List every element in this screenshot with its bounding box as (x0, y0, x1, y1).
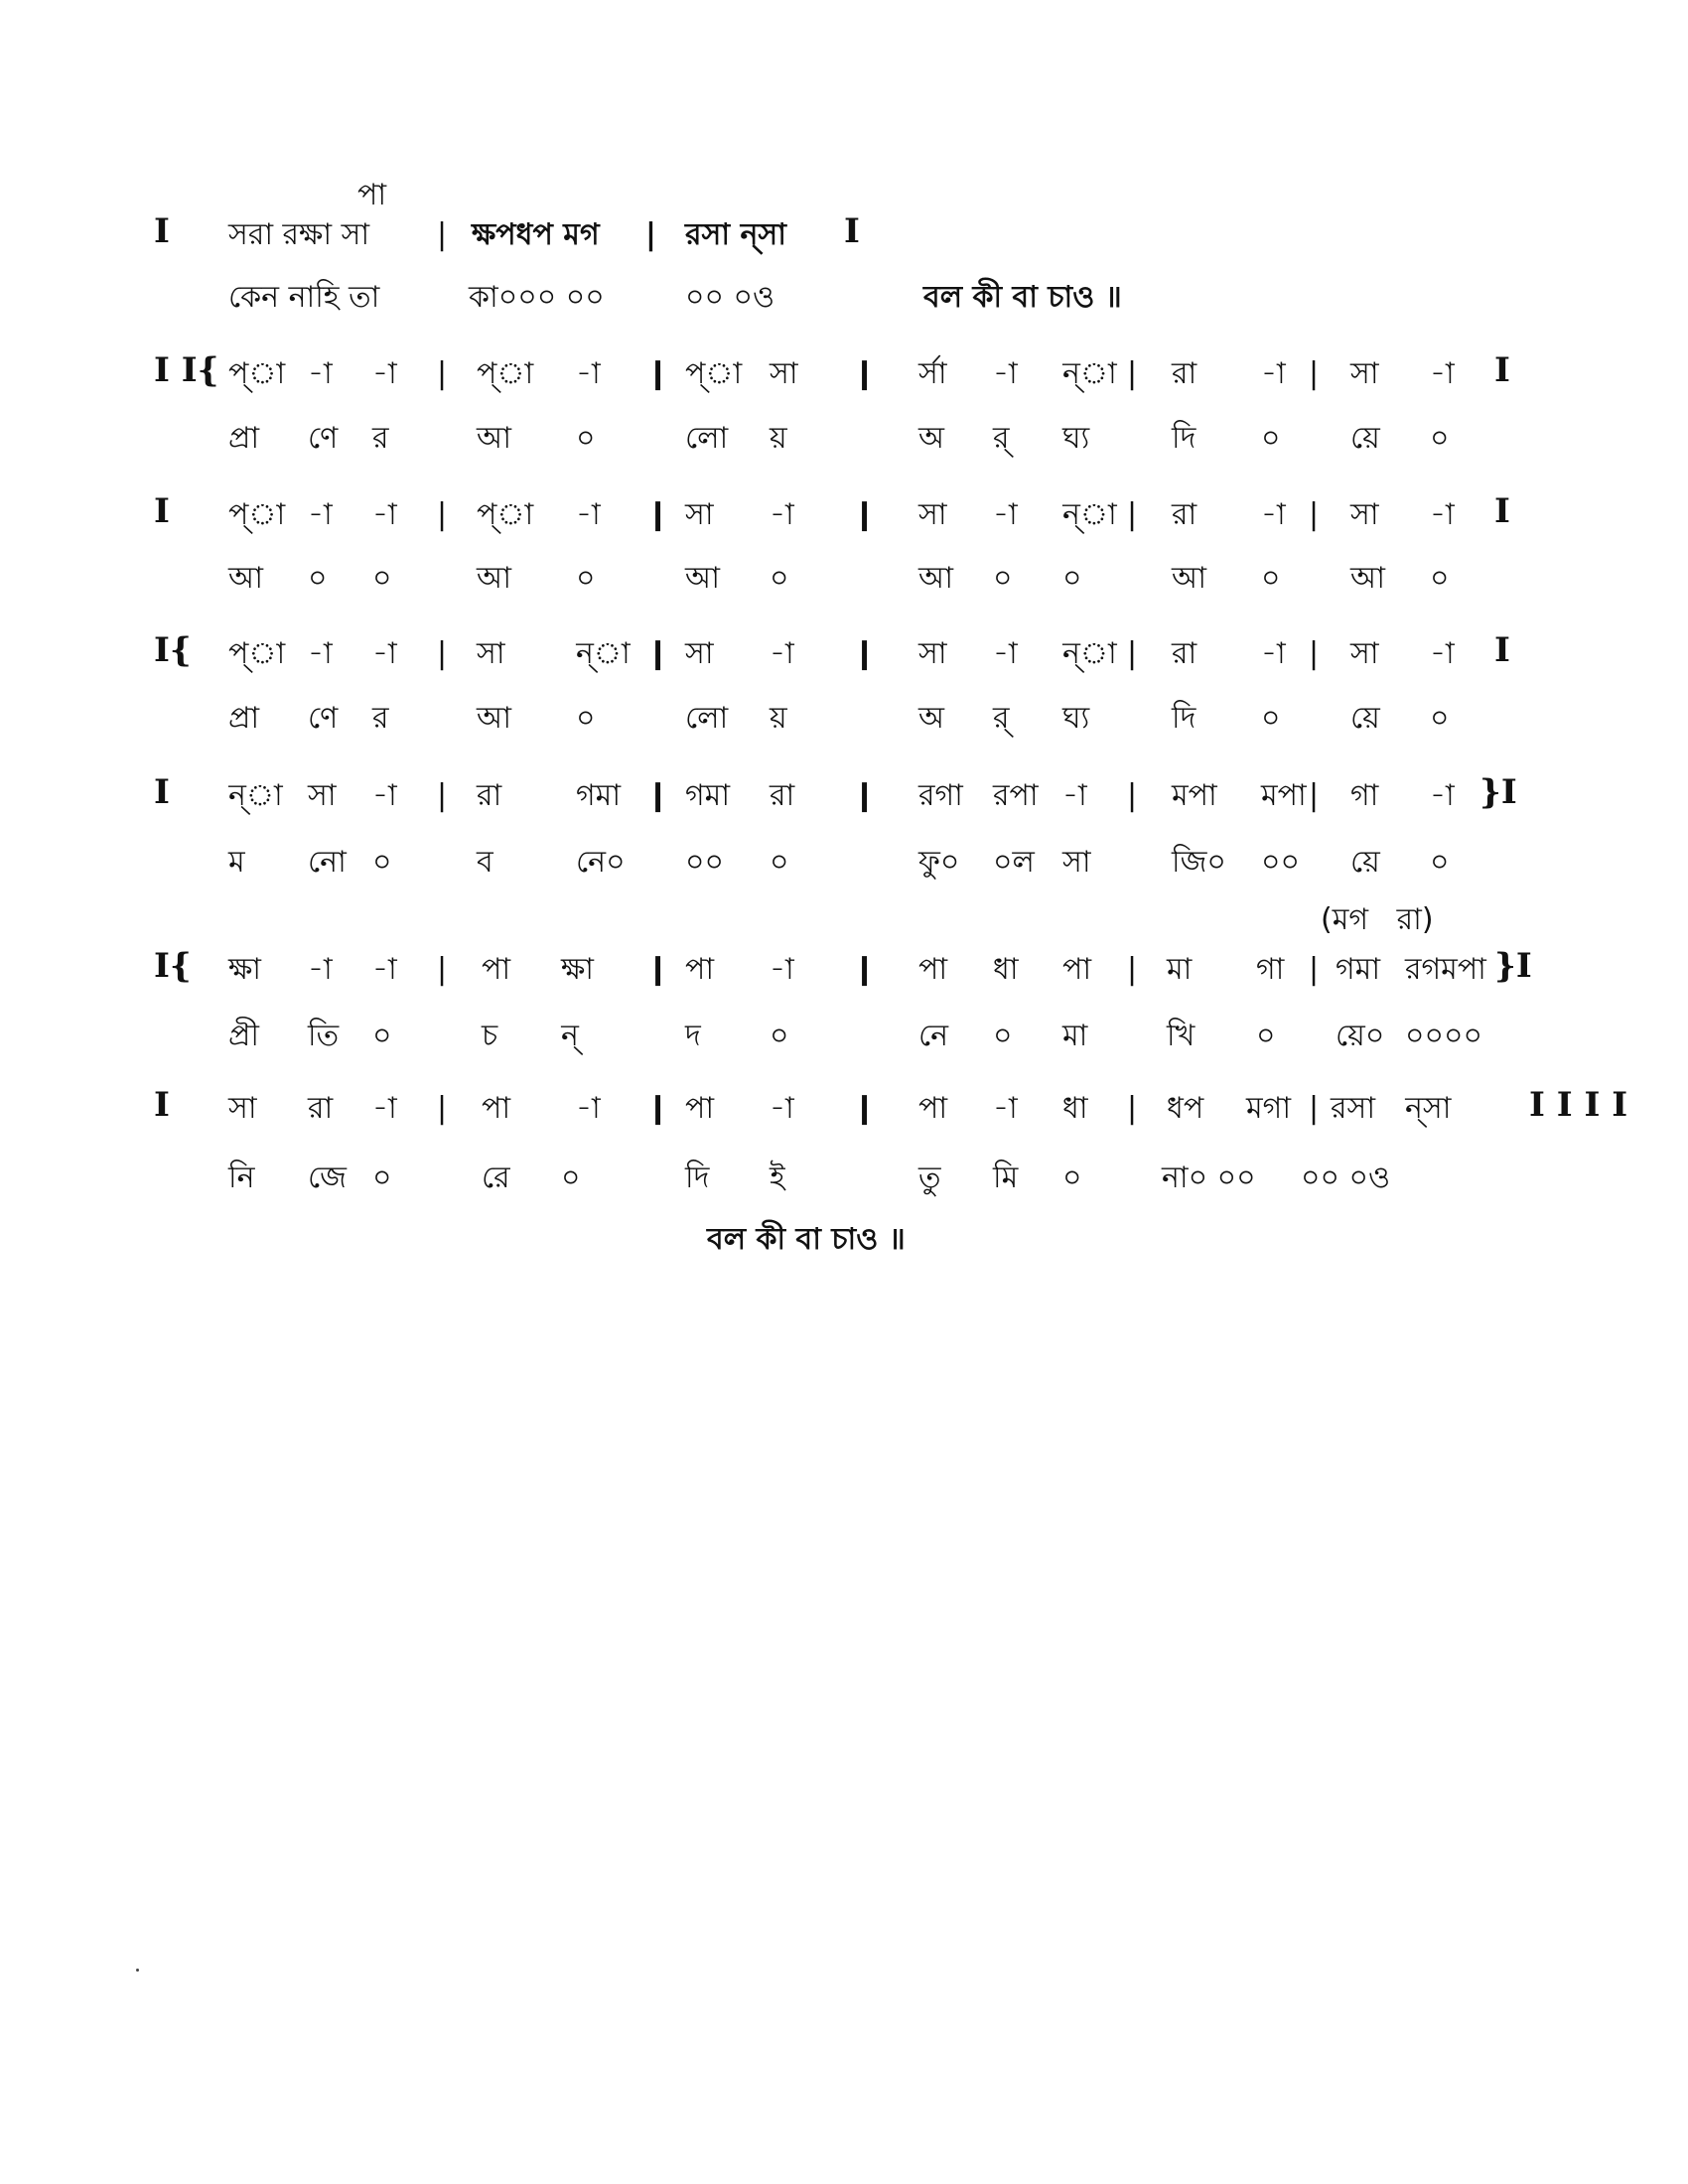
row-2-lyric: ০ (1062, 561, 1082, 596)
intro-lyric-3: ০০ ০ও (685, 280, 775, 315)
row-4-lyric: সা (1062, 845, 1091, 880)
row-6-divider-3: ❙ (852, 1091, 878, 1126)
row-3-lyric: র (372, 701, 389, 736)
row-1-divider-1: | (437, 356, 448, 391)
row-1-lyric: অ (918, 421, 944, 456)
row-3-lyric: ণে (308, 701, 339, 736)
row-4-note: গমা (685, 778, 731, 813)
row-4-lyric: ০ (372, 845, 392, 880)
row-4-lyric: জি০ (1172, 845, 1226, 880)
row-1-note: ন্‌া (1062, 356, 1117, 391)
row-4-lyric: নো (308, 845, 347, 880)
row-2-divider-4: | (1127, 497, 1138, 532)
row-3-divider-4: | (1127, 636, 1138, 671)
row-4-divider-1: | (437, 778, 448, 813)
row-5-note: পা (918, 952, 948, 987)
row-1-lyric: ০ (1261, 421, 1281, 456)
row-5-lyric: তি (308, 1019, 340, 1053)
row-6-note: ধপ (1167, 1091, 1204, 1126)
row-2-divider-3: ❙ (852, 497, 878, 532)
closing-refrain: বল কী বা চাও ॥ (707, 1222, 906, 1257)
intro-lyric-2: কা০০০ ০০ (469, 280, 605, 315)
intro-bar-end: I (844, 211, 860, 251)
row-6-note: মগা (1246, 1091, 1292, 1126)
row-1-note: -া (1430, 356, 1455, 391)
row-3-lyric: ০ (1261, 701, 1281, 736)
row-5-lyric: প্রী (228, 1019, 259, 1053)
row-5-lyric: য়ে০ (1336, 1019, 1385, 1053)
row-3-note: -া (1430, 636, 1455, 671)
row-2-note: রা (1172, 497, 1197, 532)
row-1-lyric: ণে (308, 421, 339, 456)
row-2-note: -া (770, 497, 794, 532)
row-2-bar-start: I (154, 491, 170, 531)
row-3-note: ন্‌া (1062, 636, 1117, 671)
page-speck (136, 1969, 139, 1972)
row-1-lyric: প্রা (228, 421, 260, 456)
row-4-note: রা (477, 778, 502, 813)
row-1-lyric: লো (685, 421, 729, 456)
row-6-note: -া (770, 1091, 794, 1126)
row-2-note: প্‌া (228, 497, 286, 532)
intro-lyric-refrain: বল কী বা চাও ॥ (923, 280, 1122, 315)
row-6-lyric: তু (918, 1160, 941, 1195)
row-5-annotation: (মগ রা) (1321, 902, 1434, 937)
row-6-divider-2: ❙ (645, 1091, 671, 1126)
row-1-lyric: র্‌ (993, 421, 1010, 456)
row-4-note: -া (1062, 778, 1087, 813)
row-5-lyric: ০০০০ (1405, 1019, 1483, 1053)
row-6-note: পা (918, 1091, 948, 1126)
row-1-note: -া (1261, 356, 1286, 391)
row-4-divider-5: | (1309, 778, 1320, 813)
row-5-lyric: নে (918, 1019, 949, 1053)
row-5-lyric: ০ (993, 1019, 1013, 1053)
row-6-lyric: ০ (561, 1160, 581, 1195)
row-3-note: ন্‌া (576, 636, 631, 671)
row-2-lyric: আ (1350, 561, 1385, 596)
row-1-note: প্‌া (477, 356, 534, 391)
row-1-divider-4: | (1127, 356, 1138, 391)
row-4-note: মপা (1261, 778, 1307, 813)
row-6-divider-1: | (437, 1091, 448, 1126)
row-6-lyric: ০ (372, 1160, 392, 1195)
intro-note-3: রসা ন্‌সা (685, 217, 786, 252)
row-4-note: গমা (576, 778, 622, 813)
row-4-note: -া (1430, 778, 1455, 813)
row-4-note: রা (770, 778, 795, 813)
row-4-note: মপা (1172, 778, 1217, 813)
row-4-lyric: ০ল (993, 845, 1035, 880)
row-2-lyric: ০ (770, 561, 789, 596)
row-6-lyric: না০ ০০ (1162, 1160, 1256, 1195)
row-6-note: -া (372, 1091, 397, 1126)
row-2-note: -া (1261, 497, 1286, 532)
row-3-note: -া (993, 636, 1018, 671)
row-3-lyric: র্‌ (993, 701, 1010, 736)
row-2-divider-1: | (437, 497, 448, 532)
row-2-divider-2: ❙ (645, 497, 671, 532)
row-1-note: রা (1172, 356, 1197, 391)
intro-divider-1: | (437, 217, 448, 252)
row-3-divider-3: ❙ (852, 636, 878, 671)
row-4-note: রগা (918, 778, 963, 813)
intro-bar-start: I (154, 211, 170, 251)
row-3-lyric: দি (1172, 701, 1196, 736)
row-1-bar-end: I (1494, 350, 1510, 390)
row-6-lyric: রে (482, 1160, 510, 1195)
row-5-note: গা (1256, 952, 1285, 987)
row-1-lyric: য় (770, 421, 787, 456)
row-5-lyric: খি (1167, 1019, 1196, 1053)
row-2-note: -া (1430, 497, 1455, 532)
row-4-lyric: ম (228, 845, 245, 880)
row-4-lyric: ০ (1430, 845, 1450, 880)
row-1-lyric: ০ (576, 421, 596, 456)
row-4-lyric: য়ে (1350, 845, 1380, 880)
row-5-note: রগমপা (1405, 952, 1486, 987)
row-5-bar-start: I{ (154, 946, 192, 986)
row-2-lyric: ০ (1430, 561, 1450, 596)
row-2-note: -া (308, 497, 333, 532)
row-2-lyric: ০ (576, 561, 596, 596)
row-2-note: ন্‌া (1062, 497, 1117, 532)
row-6-lyric: ০ (1062, 1160, 1082, 1195)
top-annotation: পা (357, 178, 387, 212)
row-3-lyric: ০ (576, 701, 596, 736)
row-2-lyric: আ (1172, 561, 1206, 596)
row-2-lyric: ০ (1261, 561, 1281, 596)
row-5-lyric: ০ (372, 1019, 392, 1053)
row-6-note: -া (993, 1091, 1018, 1126)
row-4-lyric: ব (477, 845, 493, 880)
row-6-note: পা (482, 1091, 511, 1126)
row-2-note: -া (576, 497, 601, 532)
row-1-note: প্‌া (685, 356, 743, 391)
row-5-divider-4: | (1127, 952, 1138, 987)
row-3-note: প্‌া (228, 636, 286, 671)
row-5-divider-2: ❙ (645, 952, 671, 987)
intro-note-1: সরা রক্ষা সা (228, 217, 370, 252)
row-3-divider-1: | (437, 636, 448, 671)
row-6-bar-start: I (154, 1085, 170, 1125)
row-1-note: সা (770, 356, 798, 391)
row-1-note: -া (372, 356, 397, 391)
row-5-lyric: ০ (770, 1019, 789, 1053)
row-1-bar-start: I I{ (154, 350, 219, 390)
row-4-lyric: ০ (770, 845, 789, 880)
row-3-lyric: ঘ্য (1062, 701, 1090, 736)
row-3-bar-start: I{ (154, 630, 192, 670)
row-5-note: মা (1167, 952, 1193, 987)
row-4-divider-3: ❙ (852, 778, 878, 813)
row-6-bar-end: I I I I (1529, 1085, 1628, 1125)
row-1-lyric: ঘ্য (1062, 421, 1090, 456)
row-2-lyric: আ (918, 561, 953, 596)
row-1-note: -া (576, 356, 601, 391)
row-6-note: রসা (1331, 1091, 1376, 1126)
row-1-note: সা (1350, 356, 1379, 391)
row-4-divider-2: ❙ (645, 778, 671, 813)
row-1-lyric: আ (477, 421, 511, 456)
row-6-lyric: ০০ ০ও (1301, 1160, 1391, 1195)
row-4-note: -া (372, 778, 397, 813)
row-4-bar-start: I (154, 772, 170, 812)
row-3-note: -া (770, 636, 794, 671)
row-5-note: -া (308, 952, 333, 987)
row-5-note: পা (685, 952, 715, 987)
row-5-divider-1: | (437, 952, 448, 987)
row-5-bar-end: }I (1494, 946, 1532, 986)
row-5-lyric: চ (482, 1019, 498, 1053)
row-2-lyric: আ (685, 561, 720, 596)
row-6-divider-5: | (1309, 1091, 1320, 1126)
row-3-note: সা (477, 636, 505, 671)
row-1-lyric: ০ (1430, 421, 1450, 456)
row-3-note: সা (685, 636, 714, 671)
row-4-lyric: ফু০ (918, 845, 960, 880)
row-5-note: গমা (1336, 952, 1381, 987)
row-5-note: পা (482, 952, 511, 987)
row-4-lyric: নে০ (576, 845, 626, 880)
row-4-divider-4: | (1127, 778, 1138, 813)
row-6-note: -া (576, 1091, 601, 1126)
row-1-divider-3: ❙ (852, 356, 878, 391)
row-3-divider-5: | (1309, 636, 1320, 671)
row-6-lyric: দি (685, 1160, 710, 1195)
row-2-lyric: ০ (372, 561, 392, 596)
row-2-lyric: আ (228, 561, 263, 596)
row-1-note: র্সা (918, 356, 947, 391)
row-5-lyric: মা (1062, 1019, 1088, 1053)
row-1-note: প্‌া (228, 356, 286, 391)
row-4-lyric: ০০ (1261, 845, 1301, 880)
row-3-lyric: লো (685, 701, 729, 736)
row-6-divider-4: | (1127, 1091, 1138, 1126)
row-2-note: সা (1350, 497, 1379, 532)
row-5-note: ক্ষা (228, 952, 262, 987)
row-3-divider-2: ❙ (645, 636, 671, 671)
intro-note-2: ক্ষপধপ মগ (472, 217, 600, 252)
row-2-divider-5: | (1309, 497, 1320, 532)
row-5-divider-5: | (1309, 952, 1320, 987)
row-3-note: -া (1261, 636, 1286, 671)
row-4-note: ন্‌া (228, 778, 283, 813)
row-6-lyric: জে (308, 1160, 348, 1195)
row-3-lyric: আ (477, 701, 511, 736)
row-6-note: সা (228, 1091, 257, 1126)
row-5-divider-3: ❙ (852, 952, 878, 987)
row-3-note: -া (372, 636, 397, 671)
row-4-note: সা (308, 778, 337, 813)
row-5-note: ক্ষা (561, 952, 595, 987)
row-3-lyric: য়ে (1350, 701, 1380, 736)
row-1-divider-2: ❙ (645, 356, 671, 391)
row-5-note: -া (770, 952, 794, 987)
row-3-lyric: অ (918, 701, 944, 736)
row-2-note: প্‌া (477, 497, 534, 532)
row-2-bar-end: I (1494, 491, 1510, 531)
row-2-note: -া (372, 497, 397, 532)
intro-lyric-1: কেন নাহি তা (228, 280, 380, 315)
row-2-note: -া (993, 497, 1018, 532)
row-1-note: -া (308, 356, 333, 391)
row-4-note: রপা (993, 778, 1039, 813)
row-1-lyric: য়ে (1350, 421, 1380, 456)
row-2-lyric: আ (477, 561, 511, 596)
row-6-note: পা (685, 1091, 715, 1126)
row-6-note: রা (308, 1091, 334, 1126)
row-3-lyric: য় (770, 701, 787, 736)
row-6-lyric: নি (228, 1160, 255, 1195)
row-5-lyric: ০ (1256, 1019, 1276, 1053)
row-5-note: -া (372, 952, 397, 987)
row-2-lyric: ০ (993, 561, 1013, 596)
row-3-bar-end: I (1494, 630, 1510, 670)
row-4-lyric: ০০ (685, 845, 725, 880)
row-5-note: ধা (993, 952, 1019, 987)
row-3-note: রা (1172, 636, 1197, 671)
row-1-lyric: র (372, 421, 389, 456)
row-3-lyric: ০ (1430, 701, 1450, 736)
row-2-note: সা (685, 497, 714, 532)
row-1-lyric: দি (1172, 421, 1196, 456)
row-6-lyric: ই (770, 1160, 785, 1195)
row-5-lyric: দ (685, 1019, 701, 1053)
row-1-divider-5: | (1309, 356, 1320, 391)
row-3-lyric: প্রা (228, 701, 260, 736)
row-3-note: সা (918, 636, 947, 671)
row-4-note: গা (1350, 778, 1379, 813)
row-5-note: পা (1062, 952, 1092, 987)
row-2-note: সা (918, 497, 947, 532)
intro-divider-2: | (645, 217, 656, 252)
row-6-note: ধা (1062, 1091, 1088, 1126)
row-3-note: -া (308, 636, 333, 671)
row-6-lyric: মি (993, 1160, 1019, 1195)
row-4-bar-end: }I (1479, 772, 1517, 812)
row-5-lyric: ন্‌ (561, 1019, 579, 1053)
row-3-note: সা (1350, 636, 1379, 671)
row-6-note: ন্‌সা (1405, 1091, 1452, 1126)
row-2-lyric: ০ (308, 561, 328, 596)
row-1-note: -া (993, 356, 1018, 391)
